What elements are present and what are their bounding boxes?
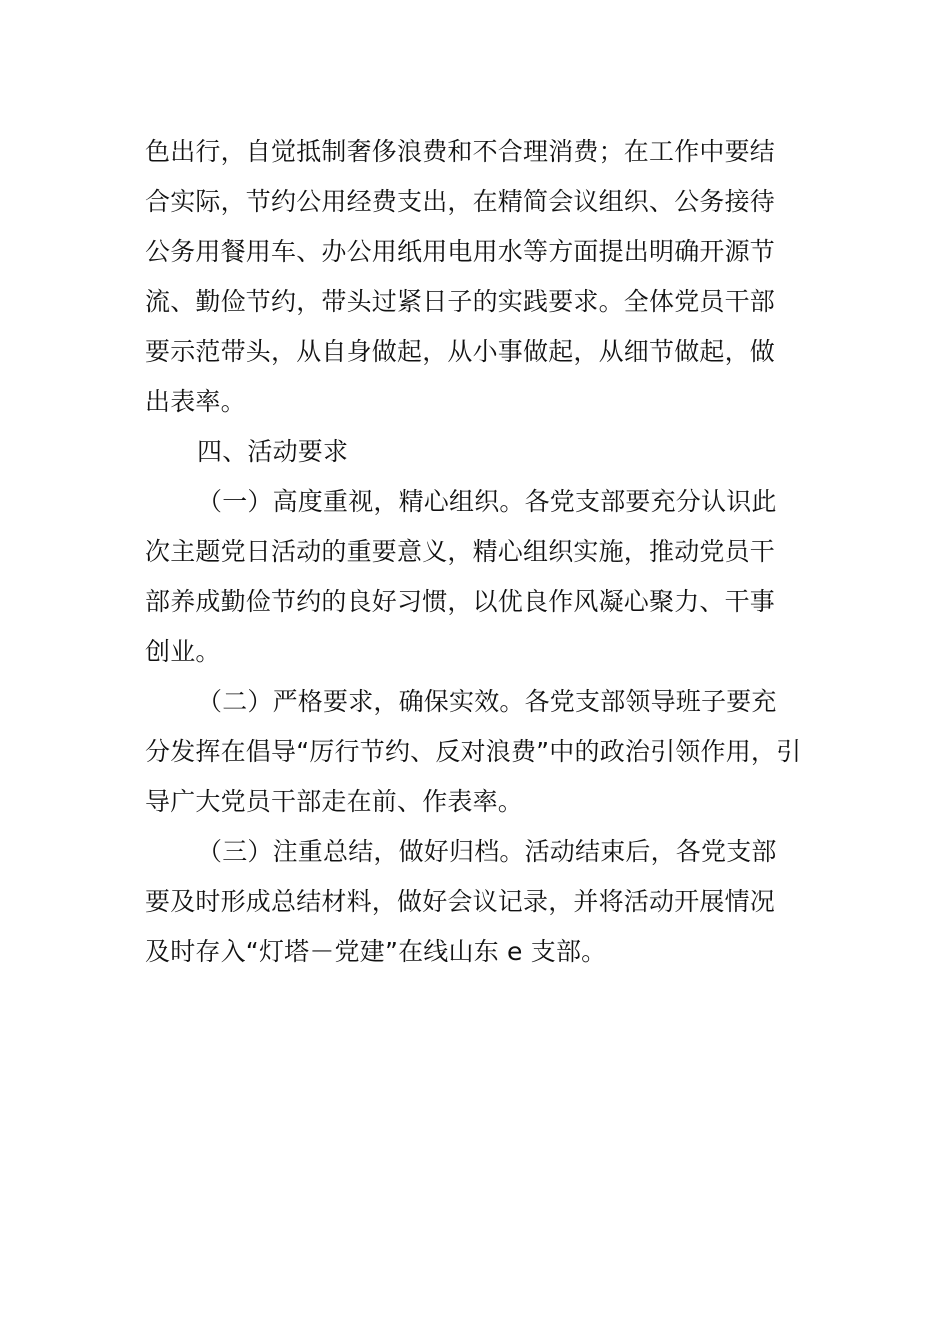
body-line: 要及时形成总结材料，做好会议记录，并将活动开展情况	[145, 887, 776, 916]
paragraph-first-line: （三）注重总结，做好归档。活动结束后，各党支部	[197, 837, 777, 866]
body-line: 出表率。	[145, 387, 246, 416]
body-line: 导广大党员干部走在前、作表率。	[145, 787, 524, 816]
body-line: 创业。	[145, 637, 221, 666]
paragraph-first-line: （一）高度重视，精心组织。各党支部要充分认识此	[197, 487, 777, 516]
body-line: 及时存入“灯塔－党建”在线山东 e 支部。	[145, 937, 607, 966]
body-line: 分发挥在倡导“厉行节约、反对浪费”中的政治引领作用，引	[145, 737, 802, 766]
body-line: 次主题党日活动的重要意义，精心组织实施，推动党员干	[145, 537, 776, 566]
paragraph-first-line: （二）严格要求，确保实效。各党支部领导班子要充	[197, 687, 777, 716]
body-line: 色出行，自觉抵制奢侈浪费和不合理消费；在工作中要结	[145, 137, 776, 166]
section-heading: 四、活动要求	[197, 437, 349, 466]
body-line: 公务用餐用车、办公用纸用电用水等方面提出明确开源节	[145, 237, 776, 266]
document-body	[145, 127, 807, 977]
body-line: 合实际，节约公用经费支出，在精简会议组织、公务接待	[145, 187, 776, 216]
body-line: 流、勤俭节约，带头过紧日子的实践要求。全体党员干部	[145, 287, 776, 316]
body-line: 要示范带头，从自身做起，从小事做起，从细节做起，做	[145, 337, 776, 366]
body-line: 部养成勤俭节约的良好习惯，以优良作风凝心聚力、干事	[145, 587, 776, 616]
